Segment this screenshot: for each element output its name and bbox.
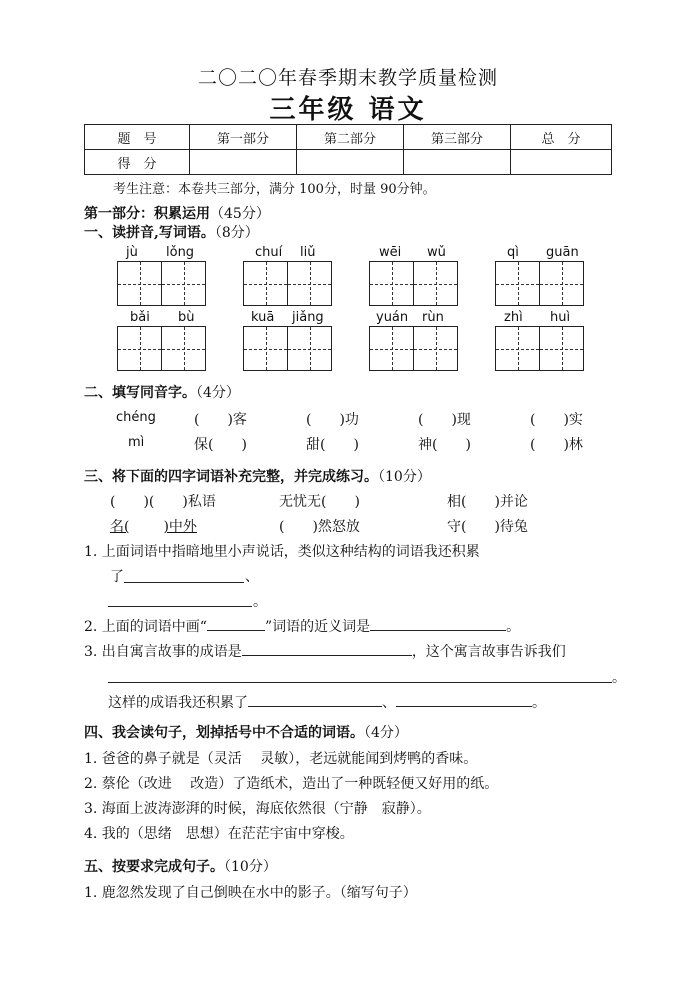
score-cell-total: 总 分 xyxy=(511,125,612,150)
q2-pinyin: mì xyxy=(128,435,145,450)
q1-pinyin: yuán xyxy=(376,310,409,325)
q1-title: 一、读拼音,写词语。 xyxy=(84,225,215,241)
q1-pinyin: bǎi xyxy=(130,310,150,325)
score-table xyxy=(84,124,612,175)
part1-heading xyxy=(84,203,270,223)
writing-grid-box[interactable] xyxy=(495,326,540,371)
answer-line[interactable] xyxy=(248,706,382,707)
part1-points: （45分） xyxy=(210,206,270,222)
writing-grid-box[interactable] xyxy=(539,326,584,371)
q5-heading xyxy=(84,856,277,876)
writing-grid-box[interactable] xyxy=(287,326,332,371)
answer-line[interactable] xyxy=(370,630,506,631)
q1-pinyin: bù xyxy=(178,310,195,325)
q2-blank[interactable]: ( )林 xyxy=(530,437,583,453)
writing-grid-box[interactable] xyxy=(243,326,288,371)
q3-item1-period: 。 xyxy=(253,594,267,610)
score-row-label: 得 分 xyxy=(85,150,190,175)
score-cell-label: 题 号 xyxy=(85,125,190,150)
exam-title: 二〇二〇年春季期末教学质量检测 xyxy=(197,67,498,89)
q1-pinyin: liǔ xyxy=(300,245,316,260)
writing-grid-box[interactable] xyxy=(117,261,162,306)
answer-line[interactable] xyxy=(108,682,612,683)
score-cell-part3: 第三部分 xyxy=(404,125,511,150)
q1-pinyin: zhì xyxy=(504,310,523,325)
answer-line[interactable] xyxy=(207,630,265,631)
writing-grid-box[interactable] xyxy=(369,261,414,306)
q1-pinyin: lǒng xyxy=(166,245,195,260)
q3-points: （10分） xyxy=(378,469,431,485)
writing-grid-box[interactable] xyxy=(495,261,540,306)
q2-title: 二、填写同音字。 xyxy=(84,385,196,401)
q2-blank[interactable]: ( )功 xyxy=(306,412,359,428)
q3-item2-a: 2. 上面的词语中画“ xyxy=(84,619,207,635)
q3-heading xyxy=(84,466,431,486)
writing-grid-box[interactable] xyxy=(413,261,458,306)
exam-subtitle: 三年级 语文 xyxy=(269,95,427,125)
q1-pinyin: qì xyxy=(507,245,519,260)
q2-blank[interactable]: 甜( ) xyxy=(306,437,359,453)
q1-pinyin: jù xyxy=(126,245,138,260)
q5-item1: 1. 鹿忽然发现了自己倒映在水中的影子。（缩写句子） xyxy=(84,885,417,901)
q4-item[interactable]: 1. 爸爸的鼻子就是（灵活 灵敏），老远就能闻到烤鸭的香味。 xyxy=(84,751,478,767)
score-table-score-row xyxy=(85,150,612,175)
exam-notice: 考生注意：本卷共三部分，满分 100分，时量 90分钟。 xyxy=(113,182,436,197)
q2-points: （4分） xyxy=(196,385,240,401)
q3-idiom-blank[interactable]: 守( )待兔 xyxy=(447,519,528,535)
q3-item3-b: ，这个寓言故事告诉我们 xyxy=(411,644,566,660)
q3-idiom-prefix: 名( xyxy=(110,519,130,535)
q3-idiom-blank[interactable]: 无忧无( ) xyxy=(279,494,360,510)
q2-blank[interactable]: ( )客 xyxy=(194,412,247,428)
q1-pinyin: wǔ xyxy=(427,245,446,260)
q3-item2-c: 。 xyxy=(506,619,521,635)
q3-item1-comma: 、 xyxy=(245,569,259,585)
writing-grid-box[interactable] xyxy=(117,326,162,371)
score-input-part1[interactable] xyxy=(190,150,297,175)
score-table-header-row xyxy=(85,125,612,150)
q3-idiom-underlined[interactable] xyxy=(110,516,197,536)
q3-item3-more xyxy=(108,692,546,712)
answer-line[interactable] xyxy=(242,655,412,656)
q2-heading xyxy=(84,382,240,402)
q3-item3-d: 、 xyxy=(382,695,396,711)
q4-item[interactable]: 2. 蔡伦（改进 改造）了造纸术，造出了一种既轻便又好用的纸。 xyxy=(84,776,499,792)
q3-idiom-blank[interactable]: ( )然怒放 xyxy=(279,519,360,535)
answer-line[interactable] xyxy=(396,706,532,707)
q5-title: 五、按要求完成句子。 xyxy=(84,859,224,875)
writing-grid-box[interactable] xyxy=(539,261,584,306)
q3-title: 三、将下面的四字词语补充完整，并完成练习。 xyxy=(84,469,378,485)
q1-pinyin: rùn xyxy=(422,310,444,325)
writing-grid-box[interactable] xyxy=(287,261,332,306)
score-input-part2[interactable] xyxy=(297,150,404,175)
writing-grid-box[interactable] xyxy=(243,261,288,306)
score-input-total[interactable] xyxy=(511,150,612,175)
score-cell-part1: 第一部分 xyxy=(190,125,297,150)
writing-grid-box[interactable] xyxy=(161,261,206,306)
q1-pinyin: kuā xyxy=(251,310,275,325)
writing-grid-box[interactable] xyxy=(369,326,414,371)
score-input-part3[interactable] xyxy=(404,150,511,175)
answer-line[interactable] xyxy=(124,582,244,583)
part1-title: 第一部分：积累运用 xyxy=(84,206,210,222)
q2-pinyin: chéng xyxy=(116,410,156,425)
score-cell-part2: 第二部分 xyxy=(297,125,404,150)
q4-heading xyxy=(84,722,408,742)
q3-idiom-suffix: )中外 xyxy=(163,519,197,535)
q1-pinyin: jiǎng xyxy=(292,310,324,325)
q1-pinyin: chuí xyxy=(255,245,283,260)
q1-heading xyxy=(84,222,259,242)
q2-blank[interactable]: 保( ) xyxy=(194,437,247,453)
q4-title: 四、我会读句子，划掉括号中不合适的词语。 xyxy=(84,725,364,741)
q3-idiom-blank[interactable]: ( )( )私语 xyxy=(110,494,216,510)
q1-points: （8分） xyxy=(214,225,259,241)
q2-blank[interactable]: ( )现 xyxy=(418,412,471,428)
q3-item2 xyxy=(84,616,520,636)
writing-grid-box[interactable] xyxy=(413,326,458,371)
q3-item2-b: ”词语的近义词是 xyxy=(264,619,371,635)
q3-item3-e: 。 xyxy=(532,695,546,711)
q4-points: （4分） xyxy=(364,725,408,741)
q3-item1-le: 了 xyxy=(110,569,124,585)
q4-item[interactable]: 4. 我的（思绪 思想）在茫茫宇宙中穿梭。 xyxy=(84,826,354,842)
q3-item3-c: 这样的成语我还积累了 xyxy=(108,695,248,711)
q5-points: （10分） xyxy=(224,859,277,875)
q2-blank[interactable]: ( )实 xyxy=(530,412,583,428)
q3-idiom-blank[interactable]: 相( )并论 xyxy=(447,494,528,510)
answer-line[interactable] xyxy=(108,606,252,607)
q2-blank[interactable]: 神( ) xyxy=(418,437,471,453)
q1-pinyin: wēi xyxy=(379,245,402,260)
q1-pinyin: guān xyxy=(546,245,579,260)
q3-item3 xyxy=(84,641,566,661)
writing-grid-box[interactable] xyxy=(161,326,206,371)
q3-item3-end: 。 xyxy=(612,670,626,686)
q3-item3-a: 3. 出自寓言故事的成语是 xyxy=(84,644,242,660)
q4-item[interactable]: 3. 海面上波涛澎湃的时候，海底依然很（宁静 寂静）。 xyxy=(84,801,431,817)
q1-pinyin: huì xyxy=(550,310,571,325)
q3-item1: 1. 上面词语中指暗地里小声说话，类似这种结构的词语我还积累 xyxy=(84,544,480,560)
